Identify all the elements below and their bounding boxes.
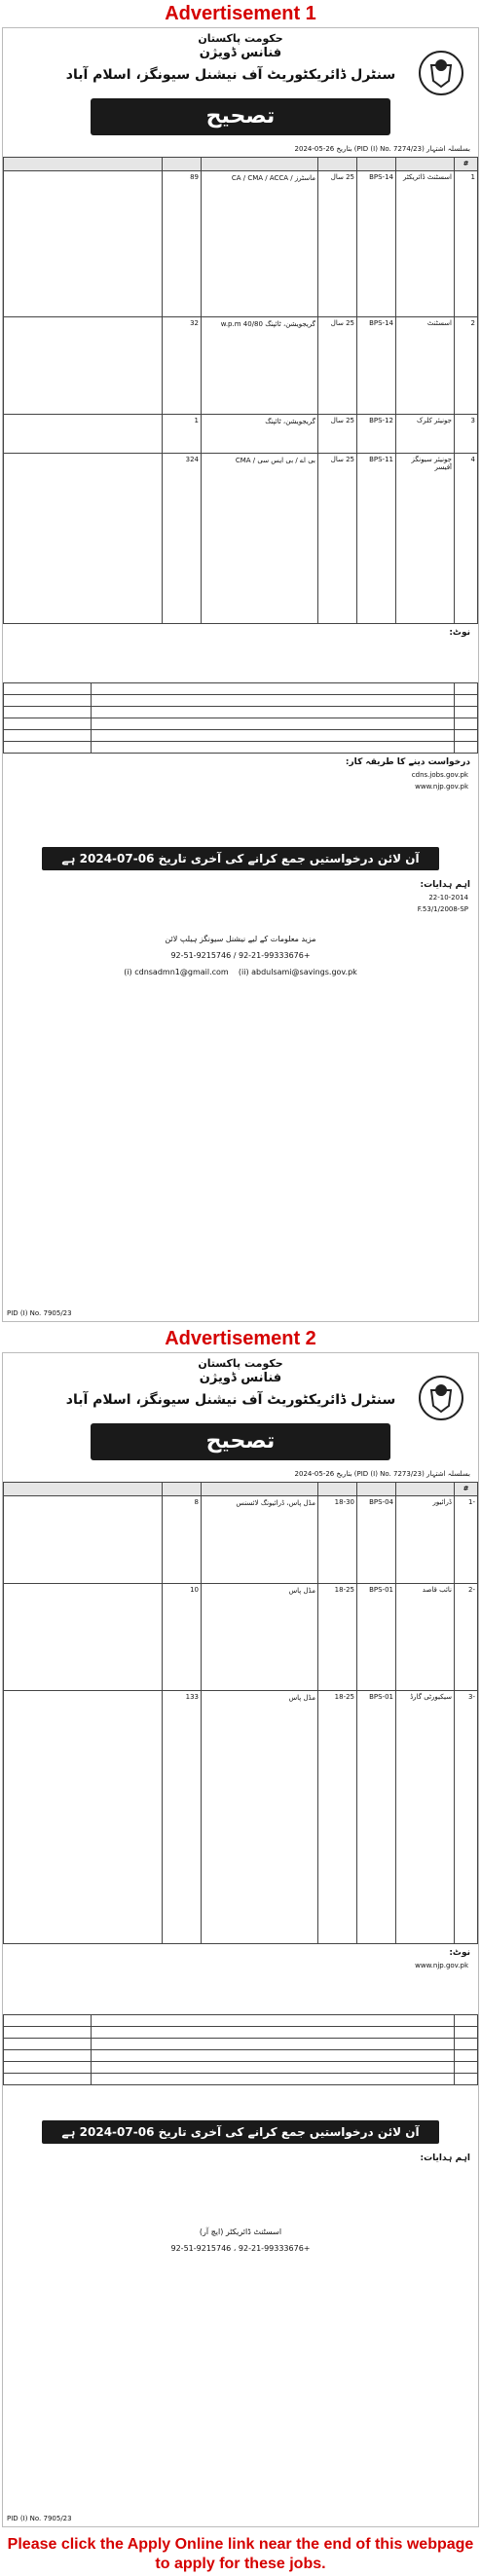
apply-website[interactable]: cdns.jobs.gov.pk — [411, 771, 468, 779]
job-posts: 1 — [163, 415, 202, 454]
contact-phones: 92-51-9215746 / 92-21-99333676+ — [170, 951, 311, 960]
job-bps: BPS-01 — [357, 1691, 396, 1944]
job-posts: 32 — [163, 317, 202, 415]
email-1[interactable]: (i) cdnsadmn1@gmail.com — [124, 968, 229, 976]
ad2-label: Advertisement 2 — [165, 1328, 316, 1349]
job-qualification: ماسٹرز / CA / CMA / ACCA — [202, 171, 318, 317]
job-age: 25 سال — [318, 454, 357, 624]
email-2[interactable]: (ii) abdulsami@savings.gov.pk — [238, 968, 357, 976]
job-qualification: مڈل پاس — [202, 1691, 318, 1944]
important-notes — [3, 2165, 478, 2224]
how-to-apply-heading: درخواست دینے کا طریقہ کار: — [345, 757, 470, 767]
apply-online-note: Please click the Apply Online link near the end of this webpage to apply for these jobs. — [0, 2535, 481, 2576]
job-title: ڈرائیور — [396, 1496, 455, 1584]
job-distribution — [4, 1691, 163, 1944]
job-title: اسسٹنٹ ڈائریکٹر — [396, 171, 455, 317]
important-heading: اہم ہدایات: — [420, 880, 470, 890]
job-posts: 133 — [163, 1691, 202, 1944]
advertisement-1 — [2, 27, 479, 1322]
job-title: اسسٹنٹ — [396, 317, 455, 415]
job-age: 25 سال — [318, 415, 357, 454]
job-age: 18-25 — [318, 1584, 357, 1691]
note-block — [3, 640, 478, 679]
job-distribution — [4, 1584, 163, 1691]
ad1-header — [3, 28, 478, 143]
job-age: 18-25 — [318, 1691, 357, 1944]
job-age: 25 سال — [318, 171, 357, 317]
job-posts: 10 — [163, 1584, 202, 1691]
job-bps: BPS-04 — [357, 1496, 396, 1584]
job-sn: 1 — [455, 171, 478, 317]
correction-banner: تصحیح — [91, 1423, 390, 1460]
note-heading: نوٹ: — [449, 628, 470, 638]
job-qualification: گریجویشن، ٹائپنگ — [202, 415, 318, 454]
reference-line: بسلسلہ اشتہار (PID (I) No. 7274/23) بتاریخ 26-05-2024 — [294, 145, 470, 153]
job-qualification: مڈل پاس، ڈرائیونگ لائسنس — [202, 1496, 318, 1584]
state-emblem-icon — [418, 1375, 464, 1421]
ad2-header — [3, 1353, 478, 1468]
govt-title: حکومت پاکستان — [198, 1357, 283, 1370]
pid-number: PID (I) No. 7905/23 — [7, 1309, 72, 1317]
job-sn: 3 — [455, 415, 478, 454]
correction-banner: تصحیح — [91, 98, 390, 135]
division-title: فنانس ڈویژن — [199, 46, 282, 60]
note-block — [3, 1971, 478, 2010]
job-bps: BPS-14 — [357, 317, 396, 415]
job-sn: -2 — [455, 1584, 478, 1691]
state-emblem-icon — [418, 50, 464, 96]
pid-number: PID (I) No. 7905/23 — [7, 2515, 72, 2522]
contact-title: مزید معلومات کے لیے نیشنل سیونگز ہیلپ لائن — [165, 935, 316, 943]
important-notes — [3, 915, 478, 931]
job-distribution — [4, 317, 163, 415]
govt-title: حکومت پاکستان — [198, 32, 283, 45]
jobs-table: # -1 ڈرائیور BPS-04 18-30 مڈل پاس، ڈرائیونگ لائسنس 8 -2 نائب قاصد BPS-01 18-25 مڈل پاس 10 -3 سیکیورٹی گارڈ BPS-01 18-25 مڈل پاس 133 — [3, 1482, 478, 1944]
job-posts: 8 — [163, 1496, 202, 1584]
spacer — [3, 2085, 478, 2115]
job-distribution — [4, 1496, 163, 1584]
reference-line: بسلسلہ اشتہار (PID (I) No. 7273/23) بتاریخ 26-05-2024 — [294, 1470, 470, 1478]
job-title: سیکیورٹی گارڈ — [396, 1691, 455, 1944]
reference-number: F.53/1/2008-SP — [417, 905, 468, 913]
apply-instructions — [3, 792, 478, 841]
job-posts: 324 — [163, 454, 202, 624]
job-qualification: مڈل پاس — [202, 1584, 318, 1691]
job-distribution — [4, 171, 163, 317]
deadline-banner: آن لائن درخواستیں جمع کرانے کی آخری تاریخ 06-07-2024 ہے — [42, 847, 439, 870]
job-bps: BPS-11 — [357, 454, 396, 624]
job-qualification: بی اے / بی ایس سی / CMA — [202, 454, 318, 624]
job-bps: BPS-14 — [357, 171, 396, 317]
advertisement-2 — [2, 1352, 479, 2527]
job-sn: 2 — [455, 317, 478, 415]
contact-emails — [3, 964, 478, 980]
job-qualification: گریجویشن، ٹائپنگ 40/80 w.p.m — [202, 317, 318, 415]
reference-date: 22-10-2014 — [428, 894, 468, 902]
contact-phones: 92-51-9215746 ، 92-21-99333676+ — [170, 2244, 311, 2253]
job-age: 25 سال — [318, 317, 357, 415]
age-relaxation-table — [3, 682, 478, 754]
directorate-title: سنٹرل ڈائریکٹوریٹ آف نیشنل سیونگز، اسلام آباد — [65, 1392, 396, 1408]
job-title: جونیئر سیونگز آفیسر — [396, 454, 455, 624]
job-distribution — [4, 415, 163, 454]
apply-website-2[interactable]: www.njp.gov.pk — [415, 783, 468, 791]
note-heading: نوٹ: — [449, 1948, 470, 1958]
job-title: جونیئر کلرک — [396, 415, 455, 454]
directorate-title: سنٹرل ڈائریکٹوریٹ آف نیشنل سیونگز، اسلام آباد — [65, 67, 396, 83]
job-distribution — [4, 454, 163, 624]
apply-website[interactable]: www.njp.gov.pk — [415, 1962, 468, 1969]
signatory: اسسٹنٹ ڈائریکٹر (ایچ آر) — [199, 2227, 282, 2236]
job-sn: 4 — [455, 454, 478, 624]
job-age: 18-30 — [318, 1496, 357, 1584]
job-bps: BPS-12 — [357, 415, 396, 454]
deadline-banner: آن لائن درخواستیں جمع کرانے کی آخری تاریخ 06-07-2024 ہے — [42, 2120, 439, 2144]
job-title: نائب قاصد — [396, 1584, 455, 1691]
division-title: فنانس ڈویژن — [199, 1371, 282, 1385]
ad1-label: Advertisement 1 — [165, 3, 316, 24]
job-sn: -3 — [455, 1691, 478, 1944]
jobs-table: # 1 اسسٹنٹ ڈائریکٹر BPS-14 25 سال ماسٹرز / CA / CMA / ACCA 89 2 اسسٹنٹ BPS-14 25 سال گریجویشن، ٹائپنگ 40/80 w.p.m 32 3 جونیئر کلرک BPS-12 25 سال گریجویشن، ٹائپنگ 1 4 جونیئر سیونگز آفیسر BPS-11 25 سال بی اے / بی ایس سی / CMA 324 — [3, 157, 478, 624]
job-bps: BPS-01 — [357, 1584, 396, 1691]
important-heading: اہم ہدایات: — [420, 2153, 470, 2163]
job-posts: 89 — [163, 171, 202, 317]
age-relaxation-table — [3, 2014, 478, 2085]
job-sn: -1 — [455, 1496, 478, 1584]
